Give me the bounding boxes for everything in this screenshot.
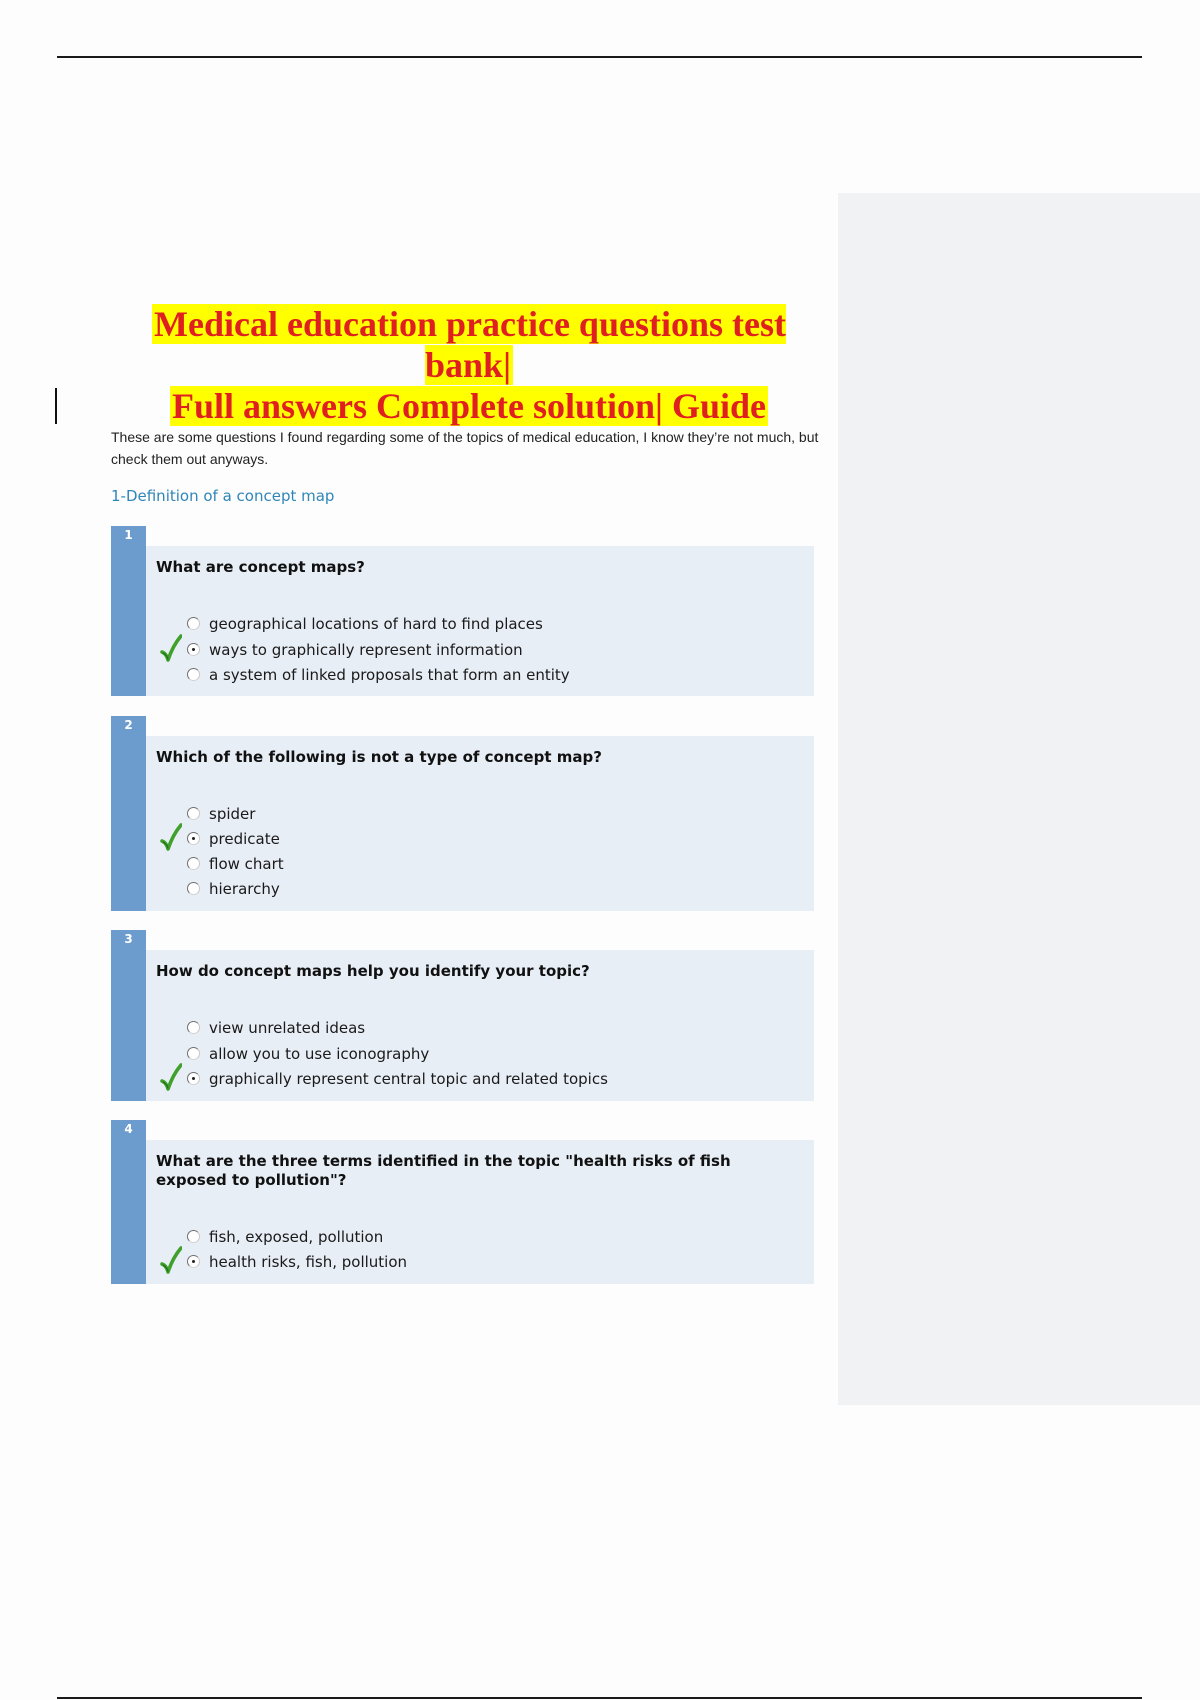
radio-button[interactable] — [187, 882, 200, 895]
question-block-1 — [111, 526, 814, 696]
question-number-strip — [111, 526, 146, 696]
radio-dot — [192, 837, 196, 841]
answer-option[interactable] — [146, 827, 786, 851]
answer-option-label: health risks, fish, pollution — [209, 1253, 408, 1271]
answer-option-label: allow you to use iconography — [209, 1045, 430, 1063]
radio-button[interactable] — [187, 1047, 200, 1060]
radio-dot — [192, 1077, 196, 1081]
radio-dot — [192, 1260, 196, 1264]
question-block-3 — [111, 930, 814, 1101]
answer-option-label: geographical locations of hard to find places — [209, 615, 543, 633]
radio-button[interactable] — [187, 668, 200, 681]
comment-pane — [838, 193, 1200, 1405]
document-title — [105, 304, 833, 427]
answer-option[interactable] — [146, 877, 786, 901]
question-number-strip — [111, 1120, 146, 1284]
intro-paragraph: These are some questions I found regarding some of the topics of medical education, I know they’re not much, but check them out anyways. — [111, 429, 819, 467]
answer-option[interactable] — [146, 852, 786, 876]
correct-check-icon — [160, 823, 182, 851]
question-number-strip — [111, 930, 146, 1101]
answer-option-label: predicate — [209, 830, 280, 848]
radio-button-selected[interactable] — [187, 832, 200, 845]
title-line-2: Full answers Complete solution| Guide — [172, 386, 766, 426]
question-body — [146, 950, 814, 1101]
answer-option[interactable] — [146, 1016, 786, 1040]
question-text: How do concept maps help you identify your topic? — [156, 962, 590, 980]
answer-option[interactable] — [146, 1225, 786, 1249]
answer-option-label: ways to graphically represent information — [209, 641, 523, 659]
header-rule — [57, 56, 1142, 58]
radio-dot — [192, 648, 196, 652]
answer-option-label: graphically represent central topic and related topics — [209, 1070, 608, 1088]
question-number: 3 — [124, 932, 133, 946]
answer-option-label: view unrelated ideas — [209, 1019, 366, 1037]
answer-option-label: spider — [209, 805, 256, 823]
question-text: What are concept maps? — [156, 558, 365, 576]
question-text: Which of the following is not a type of concept map? — [156, 748, 602, 766]
question-body — [146, 546, 814, 696]
answer-option[interactable] — [146, 802, 786, 826]
radio-button[interactable] — [187, 1021, 200, 1034]
radio-button-selected[interactable] — [187, 1072, 200, 1085]
answer-option[interactable] — [146, 1042, 786, 1066]
answer-option-label: hierarchy — [209, 880, 280, 898]
answer-option-label: flow chart — [209, 855, 284, 873]
question-number: 1 — [124, 528, 133, 542]
text-cursor — [55, 388, 57, 424]
title-line-1: Medical education practice questions test bank| — [154, 304, 786, 385]
answer-option-label: a system of linked proposals that form an entity — [209, 666, 570, 684]
correct-check-icon — [160, 1246, 182, 1274]
answer-option[interactable] — [146, 663, 786, 687]
question-body — [146, 736, 814, 911]
answer-option[interactable] — [146, 612, 786, 636]
question-text: What are the three terms identified in the topic "health risks of fish exposed to pollution"? — [156, 1152, 731, 1189]
footer-rule — [57, 1697, 1142, 1699]
section-heading: 1-Definition of a concept map — [111, 487, 335, 505]
answer-option[interactable] — [146, 638, 786, 662]
question-body — [146, 1140, 814, 1284]
radio-button-selected[interactable] — [187, 1255, 200, 1268]
radio-button-selected[interactable] — [187, 643, 200, 656]
question-number-strip — [111, 716, 146, 911]
correct-check-icon — [160, 1063, 182, 1091]
answer-option-label: fish, exposed, pollution — [209, 1228, 384, 1246]
radio-button[interactable] — [187, 1230, 200, 1243]
question-number: 2 — [124, 718, 133, 732]
radio-button[interactable] — [187, 857, 200, 870]
question-block-2 — [111, 716, 814, 911]
answer-option[interactable] — [146, 1067, 786, 1091]
answer-option[interactable] — [146, 1250, 786, 1274]
radio-button[interactable] — [187, 807, 200, 820]
radio-button[interactable] — [187, 617, 200, 630]
question-block-4 — [111, 1120, 814, 1284]
question-number: 4 — [124, 1122, 133, 1136]
correct-check-icon — [160, 634, 182, 662]
